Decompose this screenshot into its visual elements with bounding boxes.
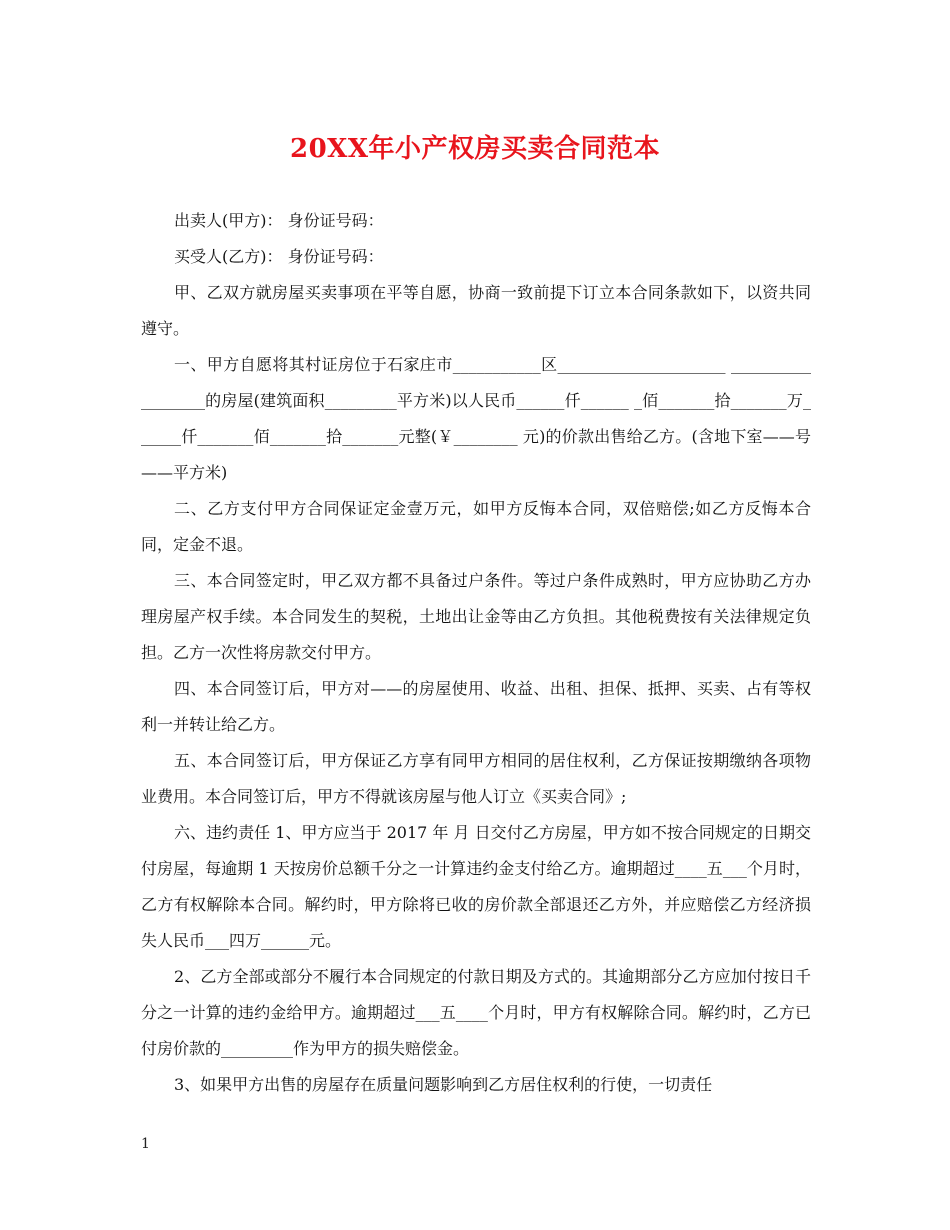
clause-5-paragraph: 五、本合同签订后，甲方保证乙方享有同甲方相同的居住权利，乙方保证按期缴纳各项物业费用。本合同签订后，甲方不得就该房屋与他人订立《买卖合同》; bbox=[141, 751, 811, 806]
clause-2-paragraph: 二、乙方支付甲方合同保证定金壹万元，如甲方反悔本合同，双倍赔偿;如乙方反悔本合同，定金不退。 bbox=[141, 499, 811, 554]
page-number: 1 bbox=[141, 1136, 150, 1152]
buyer-line: 买受人(乙方)： 身份证号码： bbox=[174, 247, 384, 266]
clause-1-paragraph: 一、甲方自愿将其村证房位于石家庄市___________区_____________________ __________________的房屋(建筑面积_________平方米)以人民币______仟______ _佰_______拾_______万______仟_______佰_______拾_______元整(￥________ 元)的价款出售给乙方。(含地下室——号——平方米) bbox=[141, 355, 811, 482]
clause-3-paragraph: 三、本合同签定时，甲乙双方都不具备过户条件。等过户条件成熟时，甲方应协助乙方办理房屋产权手续。本合同发生的契税，土地出让金等由乙方负担。其他税费按有关法律规定负担。乙方一次性将房款交付甲方。 bbox=[141, 571, 811, 662]
clause-4-paragraph: 四、本合同签订后，甲方对——的房屋使用、收益、出租、担保、抵押、买卖、占有等权利一并转让给乙方。 bbox=[141, 679, 811, 734]
contract-body bbox=[141, 203, 811, 1103]
seller-line: 出卖人(甲方)： 身份证号码： bbox=[174, 211, 384, 230]
document-title: 20XX年小产权房买卖合同范本 bbox=[289, 134, 661, 164]
clause-6-item-3-paragraph: 3、如果甲方出售的房屋存在质量问题影响到乙方居住权利的行使，一切责任 bbox=[174, 1075, 713, 1094]
preamble-paragraph: 甲、乙双方就房屋买卖事项在平等自愿，协商一致前提下订立本合同条款如下，以资共同遵守。 bbox=[141, 283, 811, 338]
clause-6-paragraph: 六、违约责任 1、甲方应当于 2017 年 月 日交付乙方房屋，甲方如不按合同规定的日期交付房屋，每逾期 1 天按房价总额千分之一计算违约金支付给乙方。逾期超过____五___个月时，乙方有权解除本合同。解约时，甲方除将已收的房价款全部退还乙方外，并应赔偿乙方经济损失人民币___四万______元。 bbox=[141, 823, 811, 950]
clause-6-item-2-paragraph: 2、乙方全部或部分不履行本合同规定的付款日期及方式的。其逾期部分乙方应加付按日千分之一计算的违约金给甲方。逾期超过___五____个月时，甲方有权解除合同。解约时，乙方已付房价款的_________作为甲方的损失赔偿金。 bbox=[141, 967, 811, 1058]
